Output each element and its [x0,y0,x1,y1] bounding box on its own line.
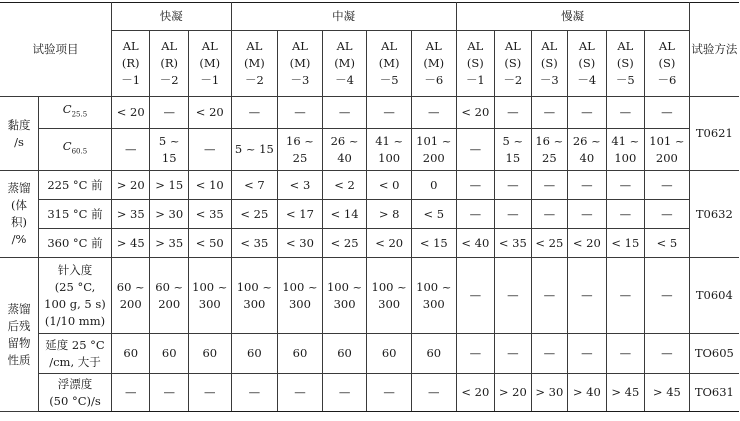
data-cell: — [367,374,412,412]
distillation-temp: 225 °C 前 [39,171,112,200]
data-cell: 101 ~ 200 [645,129,690,171]
data-cell: 26 ~ 40 [322,129,367,171]
data-cell: — [568,171,607,200]
data-cell: — [322,374,367,412]
viscosity-label: 黏度 /s [0,97,39,171]
specification-table [0,2,739,412]
data-cell: — [606,171,645,200]
data-cell: > 15 [150,171,189,200]
data-cell: 60 ~ 200 [111,258,150,334]
data-cell: 41 ~ 100 [367,129,412,171]
data-cell: — [568,258,607,334]
data-cell: — [645,334,690,374]
grade-code: AL (S) －5 [606,31,645,97]
data-cell: > 45 [606,374,645,412]
data-cell: 100 ~ 300 [231,258,278,334]
data-cell: < 35 [231,229,278,258]
data-cell: — [531,97,567,129]
data-cell: — [278,97,323,129]
table-row [0,97,739,129]
data-cell: > 40 [568,374,607,412]
data-cell: > 30 [531,374,567,412]
data-cell: < 14 [322,200,367,229]
method-code: T0632 [689,171,739,258]
group-slow: 慢凝 [456,3,689,31]
data-cell: — [568,200,607,229]
data-cell: 60 [188,334,231,374]
data-cell: — [231,374,278,412]
data-cell: 100 ~ 300 [278,258,323,334]
data-cell: — [645,97,690,129]
grade-code: AL (R) －2 [150,31,189,97]
data-cell: — [495,97,531,129]
data-cell: — [606,258,645,334]
data-cell: — [188,374,231,412]
data-cell: < 15 [606,229,645,258]
table-row [0,229,739,258]
data-cell: < 35 [188,200,231,229]
data-cell: 60 [322,334,367,374]
data-cell: < 5 [411,200,456,229]
table-row [0,3,739,31]
table-row [0,171,739,200]
data-cell: 60 ~ 200 [150,258,189,334]
data-cell: < 0 [367,171,412,200]
data-cell: — [456,334,495,374]
data-cell: 60 [150,334,189,374]
data-cell: < 35 [495,229,531,258]
grade-code: AL (S) －2 [495,31,531,97]
grade-code: AL (S) －3 [531,31,567,97]
data-cell: — [111,129,150,171]
data-cell: < 5 [645,229,690,258]
data-cell: — [606,97,645,129]
data-cell: 100 ~ 300 [367,258,412,334]
method-code: T0604 [689,258,739,334]
data-cell: > 30 [150,200,189,229]
data-cell: 16 ~ 25 [278,129,323,171]
data-cell: — [456,258,495,334]
data-cell: — [606,200,645,229]
data-cell: < 10 [188,171,231,200]
data-cell: > 35 [150,229,189,258]
method-header: 试验方法 [689,3,739,97]
table-row [0,31,739,97]
data-cell: — [495,258,531,334]
data-cell: 5 ~ 15 [150,129,189,171]
grade-code: AL (S) －4 [568,31,607,97]
data-cell: < 15 [411,229,456,258]
data-cell: — [645,258,690,334]
grade-code: AL (M) －2 [231,31,278,97]
data-cell: — [150,374,189,412]
data-cell: — [150,97,189,129]
data-cell: — [531,334,567,374]
data-cell: — [645,200,690,229]
data-cell: < 25 [322,229,367,258]
residue-property: 浮漂度 (50 °C)/s [39,374,112,412]
grade-code: AL (M) －6 [411,31,456,97]
symbol-subscript: 60.5 [71,147,88,156]
data-cell: — [411,374,456,412]
data-cell: < 20 [188,97,231,129]
data-cell: < 25 [231,200,278,229]
distillation-temp: 360 °C 前 [39,229,112,258]
data-cell: 26 ~ 40 [568,129,607,171]
data-cell: 60 [411,334,456,374]
data-cell: < 3 [278,171,323,200]
viscosity-symbol-c25 [39,97,112,129]
data-cell: — [531,258,567,334]
data-cell: < 50 [188,229,231,258]
method-code: T0621 [689,97,739,171]
table-row [0,200,739,229]
data-cell: 0 [411,171,456,200]
grade-code: AL (S) －6 [645,31,690,97]
data-cell: > 20 [111,171,150,200]
grade-code: AL (R) －1 [111,31,150,97]
data-cell: < 20 [456,97,495,129]
symbol-letter: C [62,102,72,117]
table-row [0,334,739,374]
data-cell: — [495,171,531,200]
data-cell: < 2 [322,171,367,200]
residue-property: 针入度 (25 °C, 100 g, 5 s) (1/10 mm) [39,258,112,334]
data-cell: < 17 [278,200,323,229]
data-cell: — [568,97,607,129]
data-cell: < 30 [278,229,323,258]
data-cell: — [495,334,531,374]
item-header: 试验项目 [0,3,111,97]
viscosity-symbol-c60 [39,129,112,171]
data-cell: < 20 [568,229,607,258]
data-cell: 101 ~ 200 [411,129,456,171]
method-code: TO605 [689,334,739,374]
data-cell: < 7 [231,171,278,200]
residue-property: 延度 25 °C /cm, 大于 [39,334,112,374]
data-cell: — [645,171,690,200]
data-cell: 100 ~ 300 [322,258,367,334]
data-cell: — [411,97,456,129]
data-cell: < 20 [456,374,495,412]
grade-code: AL (M) －1 [188,31,231,97]
table-row [0,374,739,412]
table-row [0,129,739,171]
data-cell: > 45 [645,374,690,412]
data-cell: — [531,200,567,229]
group-medium: 中凝 [231,3,456,31]
data-cell: — [606,334,645,374]
data-cell: 5 ~ 15 [231,129,278,171]
data-cell: 5 ~ 15 [495,129,531,171]
table-row [0,258,739,334]
data-cell: — [278,374,323,412]
distillation-temp: 315 °C 前 [39,200,112,229]
data-cell: — [456,129,495,171]
data-cell: > 45 [111,229,150,258]
data-cell: — [188,129,231,171]
data-cell: — [322,97,367,129]
grade-code: AL (M) －5 [367,31,412,97]
grade-code: AL (S) －1 [456,31,495,97]
data-cell: — [568,334,607,374]
data-cell: — [456,200,495,229]
method-code: TO631 [689,374,739,412]
data-cell: — [531,171,567,200]
data-cell: < 25 [531,229,567,258]
data-cell: 100 ~ 300 [411,258,456,334]
data-cell: > 35 [111,200,150,229]
symbol-letter: C [62,139,72,154]
data-cell: — [495,200,531,229]
data-cell: — [456,171,495,200]
data-cell: — [231,97,278,129]
distillation-label: 蒸馏 (体 积) /% [0,171,39,258]
data-cell: 60 [367,334,412,374]
data-cell: < 20 [111,97,150,129]
data-cell: < 20 [367,229,412,258]
grade-code: AL (M) －4 [322,31,367,97]
data-cell: 60 [278,334,323,374]
data-cell: 60 [111,334,150,374]
residue-label: 蒸馏 后残 留物 性质 [0,258,39,412]
data-cell: > 8 [367,200,412,229]
data-cell: < 40 [456,229,495,258]
data-cell: 100 ~ 300 [188,258,231,334]
group-fast: 快凝 [111,3,231,31]
symbol-subscript: 25.5 [71,110,88,119]
data-cell: — [111,374,150,412]
grade-code: AL (M) －3 [278,31,323,97]
data-cell: 41 ~ 100 [606,129,645,171]
data-cell: 60 [231,334,278,374]
data-cell: — [367,97,412,129]
data-cell: 16 ~ 25 [531,129,567,171]
data-cell: > 20 [495,374,531,412]
